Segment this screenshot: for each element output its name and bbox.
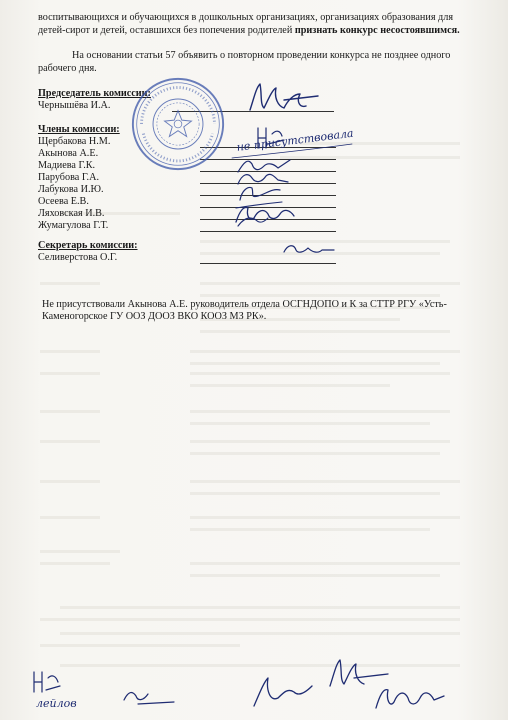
paragraph-1-line-1: воспитывающихся и обучающихся в дошкольных организациях, организациях образования для <box>38 12 454 23</box>
member-name: Парубова Г.А. <box>38 172 100 183</box>
footer-signature <box>28 668 68 698</box>
footer-signature <box>248 672 318 712</box>
member-name: Мадиева Г.К. <box>38 160 96 171</box>
paragraph-2-line-2: рабочего дня. <box>38 63 97 74</box>
footer-signature <box>370 680 450 716</box>
absence-line-1: Не присутствовали Акынова А.Е. руководитель отдела ОСГНДОПО и К за СТТР РГУ «Усть- <box>42 299 447 310</box>
official-stamp <box>130 76 226 172</box>
member-name: Лабукова И.Ю. <box>38 184 104 195</box>
secretary-name: Селиверстова О.Г. <box>38 252 118 263</box>
footer-signature <box>118 684 178 708</box>
member-name: Акынова А.Е. <box>38 148 99 159</box>
member-name: Щербакова Н.М. <box>38 136 111 147</box>
chair-name: Чернышёва И.А. <box>38 100 111 111</box>
chair-signature <box>244 80 324 116</box>
member-signature <box>232 212 272 232</box>
absent-member-handwritten-note: не присутствовала <box>235 126 355 154</box>
paragraph-2-line-1: На основании статьи 57 объявить о повторном проведении конкурса не позднее одного <box>72 50 451 61</box>
member-name: Осеева Е.В. <box>38 196 89 207</box>
paragraph-1-line-2-text: детей-сирот и детей, оставшихся без попечения родителей <box>38 25 295 36</box>
secretary-signature-line <box>200 263 336 264</box>
absence-line-2: Каменогорское ГУ ООЗ ДООЗ ВКО КООЗ МЗ РК». <box>42 311 267 322</box>
footer-handwritten-word: лейлов <box>36 697 77 710</box>
chair-heading: Председатель комиссии: <box>38 88 151 99</box>
secretary-signature <box>278 238 338 262</box>
member-name: Ляховская И.В. <box>38 208 105 219</box>
paragraph-1-line-2 <box>38 25 460 37</box>
members-heading: Члены комиссии: <box>38 124 120 135</box>
member-name: Жумагулова Г.Т. <box>38 220 109 231</box>
secretary-heading: Секретарь комиссии: <box>38 240 138 251</box>
conclusion-bold: признать конкурс несостоявшимся. <box>294 25 460 36</box>
